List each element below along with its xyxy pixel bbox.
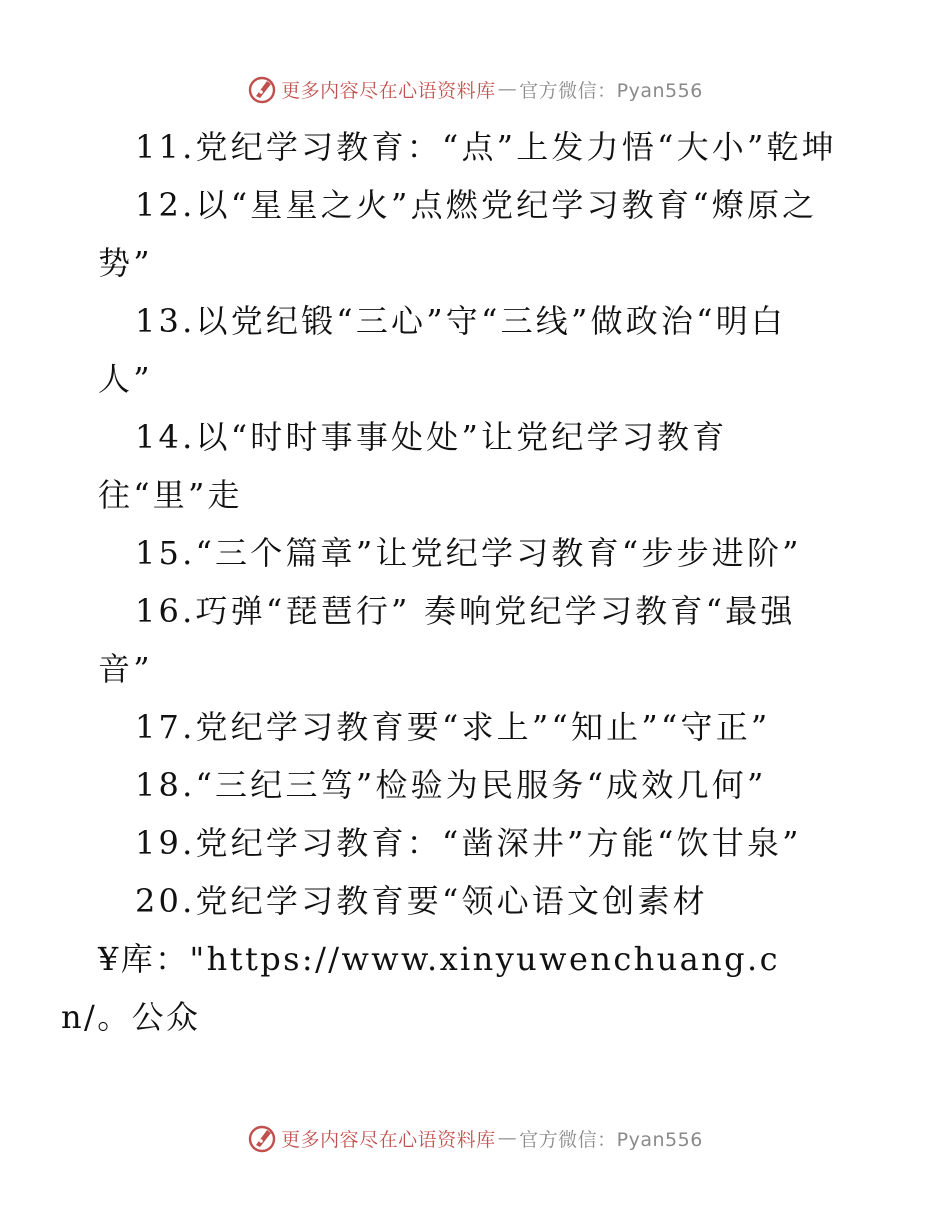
- item-text: 16.巧弹“琵琶行” 奏响党纪学习教育“最强: [135, 592, 796, 630]
- document-body: [61, 118, 838, 1046]
- list-item-12: [98, 176, 838, 292]
- list-item-18: [98, 756, 838, 814]
- list-item-16: [98, 582, 838, 698]
- item-text-cont: 人”: [98, 360, 153, 398]
- list-item-11: [98, 118, 838, 176]
- list-item-20: [61, 872, 838, 1046]
- footer-watermark: [0, 1123, 950, 1153]
- item-text-cont: 往“里”走: [98, 476, 243, 514]
- item-text-cont: 坤: [801, 128, 837, 166]
- item-text: 17.党纪学习教育要“求上”“知止”“守正”: [135, 708, 771, 746]
- list-item-15: [98, 524, 838, 582]
- pen-nib-icon: [247, 74, 277, 104]
- list-item-14: [98, 408, 838, 524]
- watermark-contact: 官方微信：Pyan556: [519, 1128, 703, 1151]
- watermark-contact: 官方微信：Pyan556: [519, 79, 703, 102]
- item-text: 18.“三纪三笃”检验为民服务“成效几何”: [135, 766, 767, 804]
- item-text: 20.党纪学习教育要“领心语文创素材: [135, 882, 708, 920]
- list-item-17: [98, 698, 838, 756]
- item-text: 12.以“星星之火”点燃党纪学习教育“燎原之: [135, 186, 818, 224]
- item-text: 13.以党纪锻“三心”守“三线”做政治“明白: [135, 302, 787, 340]
- watermark-separator: —: [497, 1127, 518, 1149]
- item-text-cont: 音”: [98, 650, 153, 688]
- item-text: 19.党纪学习教育：“凿深井”方能“饮甘泉”: [135, 824, 802, 862]
- item-text: 11.党纪学习教育：“点”上发力悟“大小”乾: [135, 128, 802, 166]
- watermark-site-text: 更多内容尽在心语资料库: [281, 1128, 496, 1151]
- list-item-13: [98, 292, 838, 408]
- pen-nib-icon: [247, 1123, 277, 1153]
- watermark-site-text: 更多内容尽在心语资料库: [281, 79, 496, 102]
- header-watermark: [0, 74, 950, 104]
- list-item-19: [98, 814, 838, 872]
- item-text: 15.“三个篇章”让党纪学习教育“步步进阶”: [135, 534, 802, 572]
- item-text: 14.以“时时事事处处”让党纪学习教育: [135, 418, 728, 456]
- item-text-cont: 势”: [98, 244, 153, 282]
- watermark-separator: —: [497, 78, 518, 100]
- item-text-cont: ¥库："https://www.xinyuwenchuang.cn/。公众: [61, 940, 780, 1036]
